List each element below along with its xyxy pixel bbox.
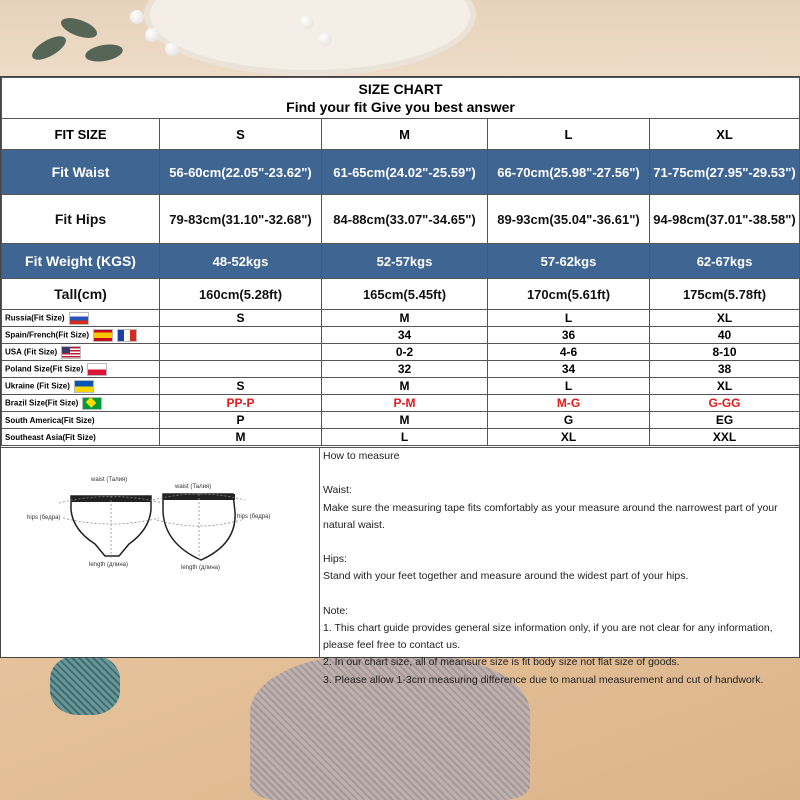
region-value: M [160, 429, 322, 446]
region-value: 0-2 [322, 344, 488, 361]
measure-instructions [323, 448, 793, 686]
region-label: Southeast Asia(Fit Size) [2, 429, 160, 446]
size-header-row [2, 119, 800, 150]
background-top [0, 0, 800, 78]
region-value [160, 361, 322, 378]
waist-value: 61-65cm(24.02"-25.59") [322, 150, 488, 195]
region-value: 8-10 [650, 344, 800, 361]
measure-heading: How to measure [323, 450, 400, 462]
pearl-decoration [130, 10, 144, 24]
chart-subtitle: Find your fit Give you best answer [286, 99, 515, 115]
note-item: 2. In our chart size, all of meansure size is fit body size not flat size of goods. [323, 656, 680, 669]
region-value: M [322, 412, 488, 429]
weight-row [2, 244, 800, 279]
background-plate [150, 0, 470, 70]
size-header: XL [650, 119, 800, 150]
chart-title: SIZE CHART [358, 81, 443, 97]
waist-title: Waist: [323, 484, 352, 497]
row-label: Tall(cm) [2, 279, 160, 310]
hips-text: Stand with your feet together and measure around the widest part of your hips. [323, 570, 689, 583]
region-value: XL [650, 378, 800, 395]
region-row [2, 429, 800, 446]
region-value: 40 [650, 327, 800, 344]
region-value: M [322, 378, 488, 395]
weight-value: 48-52kgs [160, 244, 322, 279]
region-label: Spain/French(Fit Size) [2, 327, 160, 344]
weight-value: 52-57kgs [322, 244, 488, 279]
region-value: PP-P [160, 395, 322, 412]
region-value [160, 327, 322, 344]
region-row [2, 361, 800, 378]
hips-value: 94-98cm(37.01"-38.58") [650, 195, 800, 244]
size-header: L [488, 119, 650, 150]
poland-flag-icon [87, 363, 107, 376]
region-row [2, 310, 800, 327]
region-value: L [488, 378, 650, 395]
spain-flag-icon [93, 329, 113, 342]
size-table [1, 77, 800, 446]
region-value: S [160, 378, 322, 395]
region-label: USA (Fit Size) [2, 344, 160, 361]
note-title: Note: [323, 604, 349, 617]
size-header: M [322, 119, 488, 150]
hips-label: hips (бедра) [27, 515, 61, 521]
region-row [2, 395, 800, 412]
region-value [160, 344, 322, 361]
pearl-decoration [165, 42, 179, 56]
fit-size-label: FIT SIZE [2, 119, 160, 150]
hips-value: 79-83cm(31.10"-32.68") [160, 195, 322, 244]
brazil-flag-icon [82, 397, 102, 410]
hips-label: hips (бедра) [237, 514, 271, 520]
hips-value: 89-93cm(35.04"-36.61") [488, 195, 650, 244]
usa-flag-icon [61, 346, 81, 359]
region-value: G [488, 412, 650, 429]
length-label: length (длина) [181, 565, 221, 571]
tall-value: 160cm(5.28ft) [160, 279, 322, 310]
region-value: 34 [322, 327, 488, 344]
region-label: Ukraine (Fit Size) [2, 378, 160, 395]
row-label: Fit Hips [2, 195, 160, 244]
panties-diagram-icon [1, 448, 319, 658]
length-label: length (длина) [89, 562, 129, 568]
chart-title-cell [2, 78, 800, 119]
waist-text: Make sure the measuring tape fits comfortably as your measure around the narrowest part of your natural waist. [323, 501, 778, 531]
region-value: S [160, 310, 322, 327]
tall-value: 165cm(5.45ft) [322, 279, 488, 310]
region-row [2, 378, 800, 395]
waist-row [2, 150, 800, 195]
note-item: 1. This chart guide provides general size information only, if you are not clear for any information, please feel free to contact us. [323, 622, 773, 652]
note-item: 3. Please allow 1-3cm measuring difference due to manual measurement and cut of handwork. [323, 673, 764, 686]
tall-row [2, 279, 800, 310]
region-label: Poland Size(Fit Size) [2, 361, 160, 378]
pearl-decoration [145, 28, 159, 42]
measure-diagram [1, 448, 320, 658]
region-value: EG [650, 412, 800, 429]
pearl-decoration [318, 32, 332, 46]
region-value: 38 [650, 361, 800, 378]
region-value: L [488, 310, 650, 327]
region-value: XL [488, 429, 650, 446]
region-value: G-GG [650, 395, 800, 412]
tall-value: 170cm(5.61ft) [488, 279, 650, 310]
region-row [2, 327, 800, 344]
row-label: Fit Waist [2, 150, 160, 195]
weight-value: 57-62kgs [488, 244, 650, 279]
pearl-decoration [300, 15, 314, 29]
region-value: M-G [488, 395, 650, 412]
weight-value: 62-67kgs [650, 244, 800, 279]
hips-value: 84-88cm(33.07"-34.65") [322, 195, 488, 244]
russia-flag-icon [69, 312, 89, 325]
tall-value: 175cm(5.78ft) [650, 279, 800, 310]
region-value: M [322, 310, 488, 327]
region-value: 36 [488, 327, 650, 344]
region-value: XL [650, 310, 800, 327]
region-label: Brazil Size(Fit Size) [2, 395, 160, 412]
region-value: 32 [322, 361, 488, 378]
size-header: S [160, 119, 322, 150]
region-value: P [160, 412, 322, 429]
waist-value: 71-75cm(27.95"-29.53") [650, 150, 800, 195]
waist-label: waist (Талия) [91, 477, 128, 483]
region-row [2, 344, 800, 361]
waist-value: 66-70cm(25.98"-27.56") [488, 150, 650, 195]
region-label: South America(Fit Size) [2, 412, 160, 429]
region-value: XXL [650, 429, 800, 446]
row-label: Fit Weight (KGS) [2, 244, 160, 279]
region-value: P-M [322, 395, 488, 412]
measure-section [1, 447, 799, 686]
france-flag-icon [117, 329, 137, 342]
lingerie-photo [50, 655, 120, 715]
region-value: L [322, 429, 488, 446]
hips-row [2, 195, 800, 244]
region-value: 34 [488, 361, 650, 378]
leaf-decoration [84, 42, 124, 64]
waist-label: waist (Талия) [175, 484, 212, 490]
region-label: Russia(Fit Size) [2, 310, 160, 327]
hips-title: Hips: [323, 553, 347, 566]
ukraine-flag-icon [74, 380, 94, 393]
region-row [2, 412, 800, 429]
waist-value: 56-60cm(22.05"-23.62") [160, 150, 322, 195]
leaf-decoration [29, 32, 70, 65]
region-value: 4-6 [488, 344, 650, 361]
size-chart-sheet [0, 76, 800, 686]
